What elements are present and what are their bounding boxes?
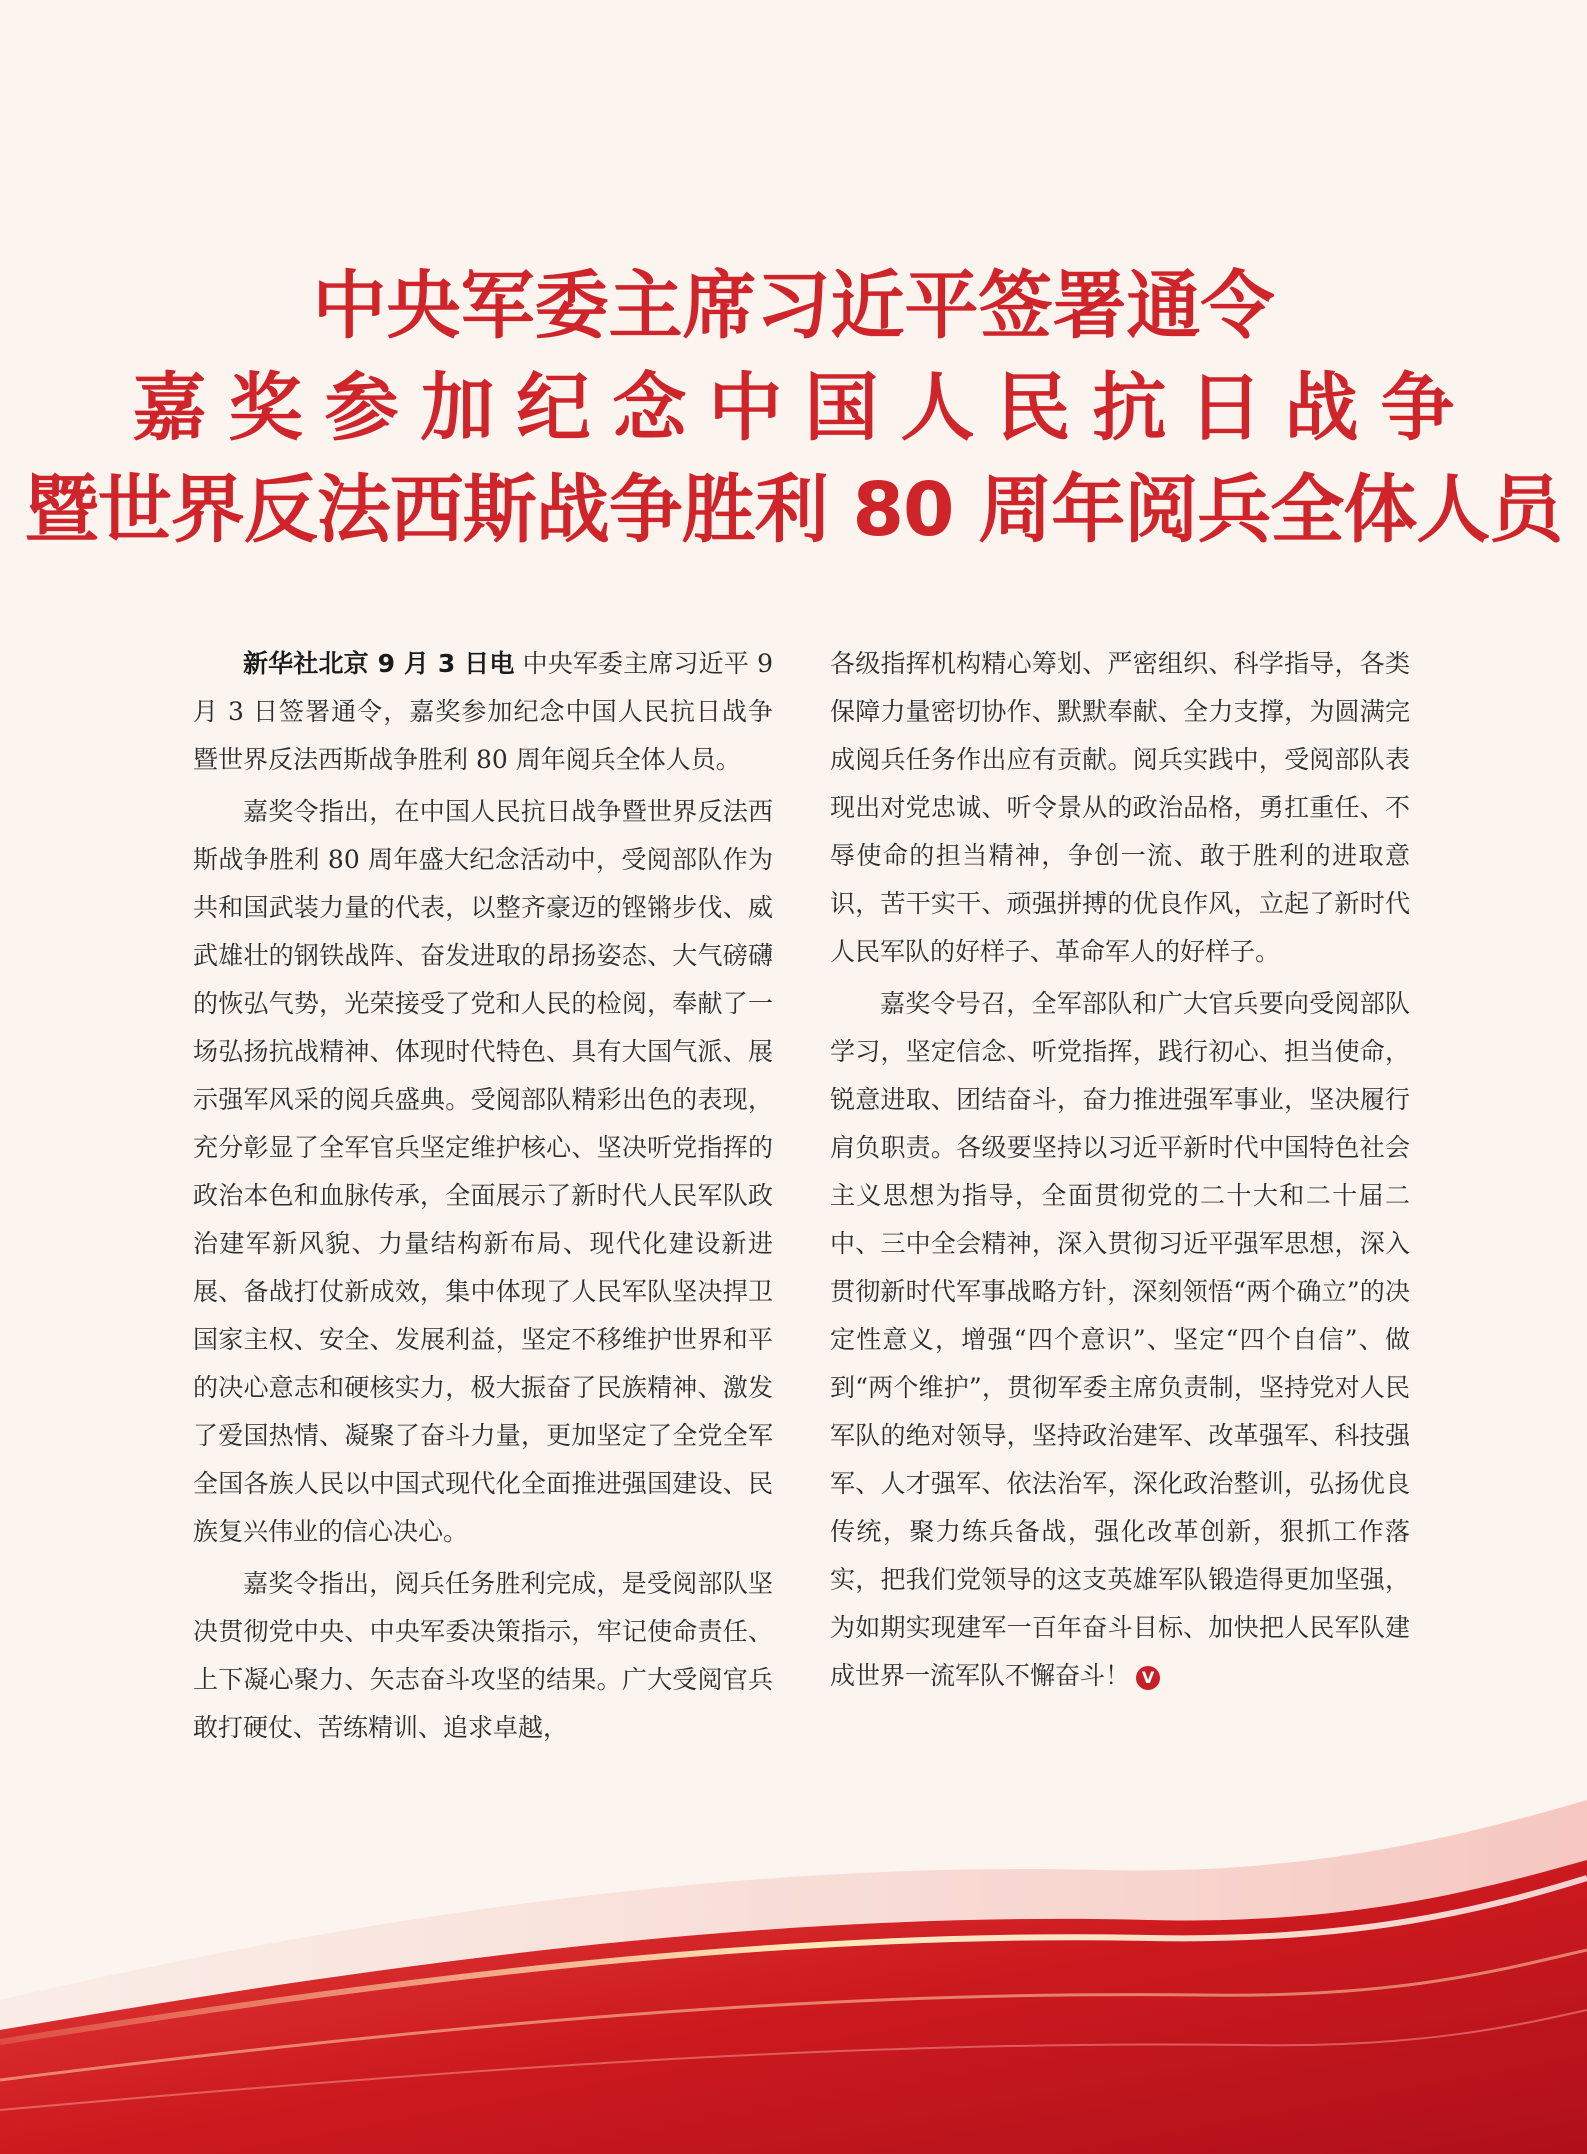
article-paragraph-3-end: 各级指挥机构精心筹划、严密组织、科学指导，各类保障力量密切协作、默默奉献、全力支撑，为圆满完成阅兵任务作出应有贡献。阅兵实践中，受阅部队表现出对党忠诚、听令景从的政治品格，勇扛重任、不辱使命的担当精神，争创一流、敢于胜利的进取意识，苦干实干、顽强拼搏的优良作风，立起了新时代人民军队的好样子、革命军人的好样子。 [830, 649, 1410, 966]
article-paragraph-3-start: 嘉奖令指出，阅兵任务胜利完成，是受阅部队坚决贯彻党中央、中央军委决策指示，牢记使命责任、上下凝心聚力、矢志奋斗攻坚的结果。广大受阅官兵敢打硬仗、苦练精训、追求卓越， [193, 1569, 773, 1742]
end-mark-icon: V [1136, 1666, 1160, 1690]
paragraph-1-text: 中央军委主席习近平 9 月 3 日签署通令，嘉奖参加纪念中国人民抗日战争暨世界反法西斯战争胜利 80 周年阅兵全体人员。 [193, 649, 774, 774]
red-ribbon-decoration [0, 1780, 1587, 2154]
headline-line-1: 中央军委主席习近平签署通令 [312, 263, 1275, 349]
headline-line-2: 嘉奖参加纪念中国人民抗日战争 [132, 365, 1477, 451]
dateline: 新华社北京 9 月 3 日电 [243, 649, 515, 678]
headline [0, 255, 1587, 561]
article-paragraph-1 [193, 640, 773, 784]
paragraph-4-text: 嘉奖令号召，全军部队和广大官兵要向受阅部队学习，坚定信念、听党指挥，践行初心、担当使命，锐意进取、团结奋斗，奋力推进强军事业，坚决履行肩负职责。各级要坚持以习近平新时代中国特色社会主义思想为指导，全面贯彻党的二十大和二十届二中、三中全会精神，深入贯彻习近平强军思想，深入贯彻新时代军事战略方针，深刻领悟“两个确立”的决定性意义，增强“四个意识”、坚定“四个自信”、做到“两个维护”，贯彻军委主席负责制，坚持党对人民军队的绝对领导，坚持政治建军、改革强军、科技强军、人才强军、依法治军，深化政治整训，弘扬优良传统，聚力练兵备战，强化改革创新，狠抓工作落实，把我们党领导的这支英雄军队锻造得更加坚强，为如期实现建军一百年奋斗目标、加快把人民军队建成世界一流军队不懈奋斗！ [830, 989, 1410, 1690]
article-column-right [830, 640, 1410, 1704]
headline-line-3: 暨世界反法西斯战争胜利 80 周年阅兵全体人员 [24, 467, 1563, 553]
article-paragraph-2: 嘉奖令指出，在中国人民抗日战争暨世界反法西斯战争胜利 80 周年盛大纪念活动中，受阅部队作为共和国武装力量的代表，以整齐豪迈的铿锵步伐、威武雄壮的钢铁战阵、奋发进取的昂扬姿态、大气磅礴的恢弘气势，光荣接受了党和人民的检阅，奉献了一场弘扬抗战精神、体现时代特色、具有大国气派、展示强军风采的阅兵盛典。受阅部队精彩出色的表现，充分彰显了全军官兵坚定维护核心、坚决听党指挥的政治本色和血脉传承，全面展示了新时代人民军队政治建军新风貌、力量结构新布局、现代化建设新进展、备战打仗新成效，集中体现了人民军队坚决捍卫国家主权、安全、发展利益，坚定不移维护世界和平的决心意志和硬核实力，极大振奋了民族精神、激发了爱国热情、凝聚了奋斗力量，更加坚定了全党全军全国各族人民以中国式现代化全面推进强国建设、民族复兴伟业的信心决心。 [193, 797, 773, 1546]
article-paragraph-4 [830, 980, 1410, 1700]
article-column-left [193, 640, 773, 1756]
